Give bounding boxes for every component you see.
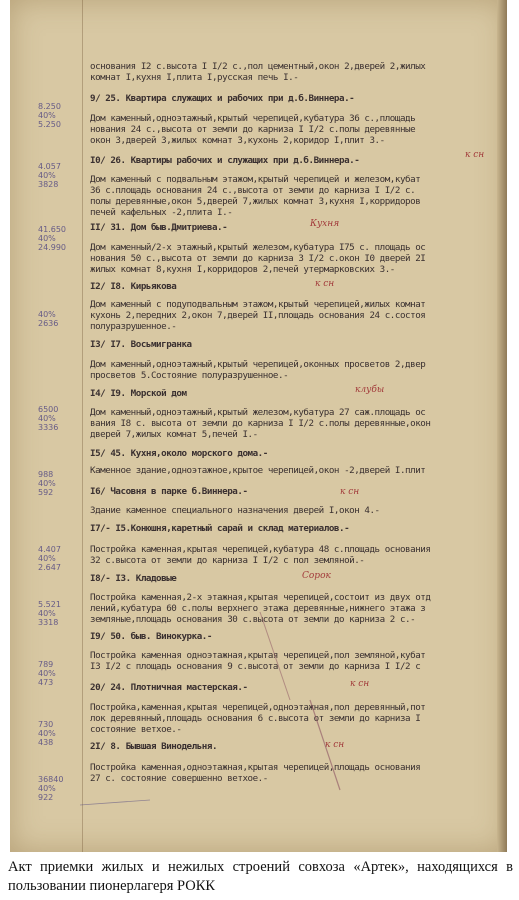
text-line: вания I8 с. высота от земли до карниза I I/2 с.полы деревянные,окон [90,419,431,429]
text-line: полуразрушенное.- [90,322,177,332]
text-line: Постройка каменная,крытая черепицей,кубатура 48 с.площадь основания [90,545,431,555]
margin-note: 41.650 40% 24.990 [38,225,66,252]
text-line: Дом каменный,одноэтажный,крытый железом,кубатура 27 саж.площадь ос [90,408,426,418]
entry-heading: 9/ 25. Квартира служащих и рабочих при д.б.Виннера.- [90,94,355,104]
text-line: Дом каменный/2-х этажный,крытый железом,кубатура I75 с. площадь ос [90,243,426,253]
entry-heading: II/ 31. Дом быв.Дмитриева.- [90,223,228,233]
margin-note: 730 40% 438 [38,720,56,747]
text-line: 27 с. состояние совершенно ветхое.- [90,774,268,784]
handwritten-note: к сн [315,279,335,289]
text-line: нования 50 с.,высота от земли до карниза 3 I/2 с.окон I0 дверей 2I [90,254,426,264]
margin-note: 6500 40% 3336 [38,405,59,432]
margin-note: 8.250 40% 5.250 [38,102,61,129]
entry-heading: I0/ 26. Квартиры рабочих и служащих при д.б.Виннера.- [90,156,360,166]
handwritten-note: к сн [325,740,345,750]
entry-heading: I7/- I5.Конюшня,каретный сарай и склад материалов.- [90,524,350,534]
margin-note: 4.057 40% 3828 [38,162,61,189]
handwritten-note: к сн [340,487,360,497]
text-line: просветов 5.Состояние полуразрушенное.- [90,371,289,381]
entry-heading: 2I/ 8. Бывшая Винодельня. [90,742,218,752]
entry-heading: I2/ I8. Кирьякова [90,282,177,292]
text-line: Дом каменный,одноэтажный,крытый черепицей,кубатура 36 с.,площадь [90,114,416,124]
text-line: I3 I/2 с площадь основания 9 с.высота от земли до карниза I I/2 с [90,662,421,672]
handwritten-note: клубы [355,385,385,395]
margin-note: 40% 2636 [38,310,59,328]
entry-heading: I8/- I3. Кладовые [90,574,177,584]
handwritten-note: к сн [350,679,370,689]
text-line: лений,кубатура 60 с.полы верхнего этажа деревянные,нижнего этажа з [90,604,426,614]
margin-note: 789 40% 473 [38,660,56,687]
entry-heading: I4/ I9. Морской дом [90,389,187,399]
entry-heading: I6/ Часовня в парке б.Виннера.- [90,487,248,497]
entry-heading: I5/ 45. Кухня,около морского дома.- [90,449,268,459]
margin-note: 5.521 40% 3318 [38,600,61,627]
text-line: Дом каменный с подвальным этажом,крытый черепицей и железом,кубат [90,175,421,185]
text-line: нования 24 с.,высота от земли до карниза I I/2 с.полы деревянные [90,125,416,135]
document-page [10,0,507,852]
text-line: дверей 7,жилых комнат 5,печей I.- [90,430,258,440]
entry-heading: I9/ 50. быв. Винокурка.- [90,632,212,642]
entry-heading: I3/ I7. Восьмигранка [90,340,192,350]
text-line: основания I2 с.высота I I/2 с.,пол цементный,окон 2,дверей 2,жилых [90,62,426,72]
text-line: Постройка каменная,2-х этажная,крытая черепицей,состоит из двух отд [90,593,431,603]
text-line: жилых комнат 8,кухня I,корридоров 2,печей утермарковских 3.- [90,265,395,275]
text-line: земляные,площадь основания 30 с.высота от земли до карниза 2 с.- [90,615,416,625]
text-line: комнат I,кухня I,плита I,русская печь I.- [90,73,299,83]
pencil-strike-marks [10,0,507,852]
text-line: полы деревянные,окон 5,дверей 7,жилых комнат 3,кухня I,корридоров [90,197,421,207]
text-line: 32 с.высота от земли до карниза I I/2 с пол земляной.- [90,556,365,566]
text-line: состояние ветхое.- [90,725,182,735]
text-line: Постройка,каменная,крытая черепицей,одноэтажная,пол деревянный,пот [90,703,426,713]
text-line: Постройка каменная,одноэтажная,крытая черепицей,площадь основания [90,763,421,773]
handwritten-note: Кухня [310,219,340,229]
handwritten-note: к сн [465,150,485,160]
text-line: Дом каменный,одноэтажный,крытый черепицей,оконных просветов 2,двер [90,360,426,370]
margin-note: 4.407 40% 2.647 [38,545,61,572]
text-line: печей кафельных -2,плита I.- [90,208,233,218]
handwritten-note: Сорок [302,571,331,581]
document-caption: Акт приемки жилых и нежилых строений совхоза «Артек», находящихся в пользовании пионерлагеря РОКК [8,859,513,894]
margin-note: 988 40% 592 [38,470,56,497]
text-line: Постройка каменная одноэтажная,крытая черепицей,пол земляной,кубат [90,651,426,661]
margin-note: 36840 40% 922 [38,775,64,802]
text-line: Дом каменный с подуподвальным этажом,крытый черепицей,жилых комнат [90,300,426,310]
text-line: 36 с.площадь основания 24 с.,высота от земли до карниза I I/2 с. [90,186,416,196]
text-line: Здание каменное специального назначения дверей I,окон 4.- [90,506,380,516]
entry-heading: 20/ 24. Плотничная мастерская.- [90,683,248,693]
text-line: лок деревянный,площадь основания 6 с.высота от земли до карниза I [90,714,421,724]
text-line: окон 3,дверей 3,жилых комнат 3,кухонь 2,коридор I,плит 3.- [90,136,385,146]
text-line: Каменное здание,одноэтажное,крытое черепицей,окон -2,дверей I.плит [90,466,426,476]
text-line: кухонь 2,передних 2,окон 7,дверей II,площадь основания 24 с.состоя [90,311,426,321]
